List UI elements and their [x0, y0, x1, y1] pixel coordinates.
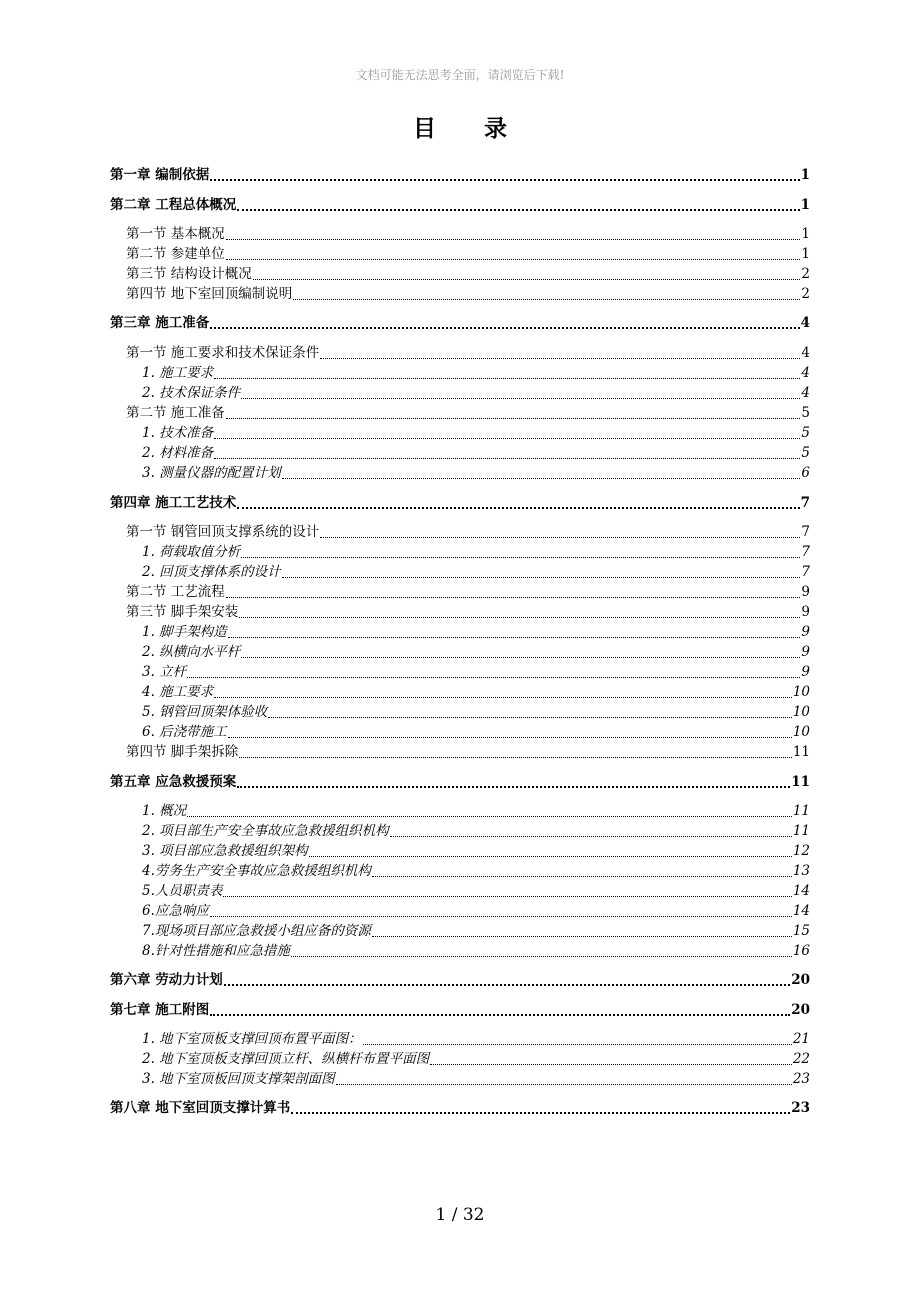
toc-entry-title: 3. 地下室顶板回顶支撑架剖面图 [142, 1071, 335, 1087]
toc-entry[interactable] [142, 942, 810, 960]
toc-dot-leader [187, 673, 800, 678]
toc-entry-title: 1. 概况 [142, 803, 187, 819]
toc-entry-page: 13 [792, 863, 810, 879]
toc-entry-page: 4 [801, 345, 810, 361]
toc-entry-title: 第七章 施工附图 [110, 1002, 210, 1018]
toc-entry-page: 1 [801, 246, 810, 262]
toc-entry-page: 9 [801, 644, 810, 660]
toc-entry-title: 第三节 结构设计概况 [126, 266, 252, 282]
toc-dot-leader [282, 573, 801, 578]
toc-entry-title: 第八章 地下室回顶支撑计算书 [110, 1100, 291, 1116]
toc-dot-leader [214, 454, 800, 459]
toc-dot-leader [214, 693, 792, 698]
toc-entry-page: 10 [792, 704, 810, 720]
toc-entry-page: 5 [801, 405, 810, 421]
toc-dot-leader [363, 1040, 792, 1045]
toc-entry[interactable] [126, 743, 810, 761]
toc-dot-leader [372, 872, 792, 877]
toc-entry-page: 4 [800, 315, 810, 331]
page-title: 目 录 [412, 115, 527, 142]
toc-entry[interactable] [110, 971, 810, 989]
toc-entry-page: 14 [792, 903, 810, 919]
toc-dot-leader [210, 323, 799, 329]
toc-entry-title: 第六章 劳动力计划 [110, 972, 223, 988]
toc-dot-leader [228, 733, 792, 738]
toc-entry[interactable] [126, 523, 810, 541]
toc-entry[interactable] [110, 1099, 810, 1117]
toc-entry[interactable] [142, 543, 810, 561]
toc-entry[interactable] [110, 494, 810, 512]
toc-entry-page: 5 [801, 445, 810, 461]
toc-entry-title: 第二节 施工准备 [126, 405, 225, 421]
page-number: 1 / 32 [435, 1205, 485, 1225]
toc-entry-title: 2. 技术保证条件 [142, 385, 241, 401]
toc-entry-page: 5 [801, 425, 810, 441]
toc-entry-page: 4 [801, 385, 810, 401]
toc-entry-page: 11 [792, 823, 810, 839]
toc-entry-title: 第二节 工艺流程 [126, 584, 225, 600]
toc-dot-leader [214, 434, 800, 439]
toc-entry[interactable] [110, 314, 810, 332]
toc-dot-leader [210, 175, 799, 181]
toc-dot-leader [226, 255, 801, 260]
toc-entry-title: 第二章 工程总体概况 [110, 197, 237, 213]
toc-dot-leader [223, 892, 791, 897]
toc-dot-leader [320, 354, 800, 359]
toc-entry-title: 7.现场项目部应急救援小组应备的资源 [142, 923, 371, 939]
toc-entry[interactable] [142, 723, 810, 741]
toc-entry-title: 第一章 编制依据 [110, 167, 210, 183]
toc-entry-page: 21 [792, 1031, 810, 1047]
toc-entry-title: 2. 回顶支撑体系的设计 [142, 564, 281, 580]
toc-entry-page: 1 [800, 197, 810, 213]
toc-entry-title: 第四章 施工工艺技术 [110, 495, 237, 511]
toc-dot-leader [372, 932, 792, 937]
toc-entry-title: 8.针对性措施和应急措施 [142, 943, 290, 959]
toc-entry[interactable] [110, 166, 810, 184]
toc-entry-title: 第二节 参建单位 [126, 246, 225, 262]
toc-entry[interactable] [126, 344, 810, 362]
toc-dot-leader [210, 1010, 790, 1016]
toc-entry-title: 3. 项目部应急救援组织架构 [142, 843, 308, 859]
toc-entry[interactable] [126, 583, 810, 601]
toc-entry[interactable] [142, 364, 810, 382]
toc-entry[interactable] [142, 703, 810, 721]
toc-entry[interactable] [142, 643, 810, 661]
toc-entry[interactable] [142, 1070, 810, 1088]
toc-entry-page: 7 [801, 564, 810, 580]
toc-dot-leader [390, 832, 792, 837]
toc-dot-leader [309, 852, 792, 857]
toc-entry-page: 7 [801, 524, 810, 540]
toc-entry[interactable] [126, 245, 810, 263]
toc-dot-leader [291, 952, 792, 957]
toc-entry-title: 1. 荷载取值分析 [142, 544, 241, 560]
toc-dot-leader [282, 474, 801, 479]
toc-entry-page: 2 [801, 266, 810, 282]
toc-entry-title: 6. 后浇带施工 [142, 724, 227, 740]
toc-dot-leader [239, 613, 800, 618]
toc-dot-leader [241, 553, 800, 558]
toc-dot-leader [336, 1080, 792, 1085]
toc-entry-page: 11 [791, 774, 810, 790]
toc-entry[interactable] [142, 842, 810, 860]
toc-entry-page: 9 [801, 584, 810, 600]
toc-entry[interactable] [142, 563, 810, 581]
toc-entry[interactable] [126, 603, 810, 621]
toc-dot-leader [291, 1108, 790, 1114]
toc-dot-leader [226, 593, 801, 598]
toc-entry-page: 1 [800, 167, 810, 183]
toc-entry[interactable] [142, 922, 810, 940]
toc-entry-page: 22 [792, 1051, 810, 1067]
toc-entry-title: 第三节 脚手架安装 [126, 604, 239, 620]
toc-entry-title: 4. 施工要求 [142, 684, 214, 700]
toc-entry-title: 第一节 施工要求和技术保证条件 [126, 345, 320, 361]
toc-dot-leader [239, 753, 792, 758]
toc-dot-leader [320, 533, 800, 538]
toc-entry[interactable] [110, 773, 810, 791]
toc-entry-title: 5.人员职责表 [142, 883, 223, 899]
toc-entry-title: 1. 脚手架构造 [142, 624, 227, 640]
toc-entry-title: 2. 项目部生产安全事故应急救援组织机构 [142, 823, 389, 839]
toc-entry[interactable] [126, 265, 810, 283]
toc-entry-page: 10 [792, 724, 810, 740]
toc-entry-page: 6 [801, 465, 810, 481]
toc-dot-leader [430, 1060, 792, 1065]
toc-entry-title: 第五章 应急救援预案 [110, 774, 237, 790]
toc-entry-page: 2 [801, 286, 810, 302]
toc-entry-title: 第四节 脚手架拆除 [126, 744, 239, 760]
toc-entry-page: 9 [801, 664, 810, 680]
toc-entry-page: 16 [792, 943, 810, 959]
toc-entry-title: 第三章 施工准备 [110, 315, 210, 331]
toc-entry-title: 6.应急响应 [142, 903, 209, 919]
toc-entry-page: 11 [792, 803, 810, 819]
toc-entry[interactable] [142, 623, 810, 641]
toc-entry[interactable] [142, 902, 810, 920]
toc-entry-page: 9 [801, 624, 810, 640]
toc-entry-page: 15 [792, 923, 810, 939]
toc-entry-title: 4.劳务生产安全事故应急救援组织机构 [142, 863, 371, 879]
toc-dot-leader [241, 394, 800, 399]
toc-entry-page: 20 [791, 1002, 810, 1018]
toc-dot-leader [268, 713, 792, 718]
toc-entry[interactable] [142, 384, 810, 402]
toc-dot-leader [293, 295, 800, 300]
toc-entry-title: 2. 材料准备 [142, 445, 214, 461]
toc-entry[interactable] [142, 1030, 810, 1048]
toc-entry-page: 10 [792, 684, 810, 700]
toc-entry-title: 第一节 基本概况 [126, 226, 225, 242]
toc-entry-title: 5. 钢管回顶架体验收 [142, 704, 268, 720]
toc-dot-leader [210, 912, 792, 917]
toc-entry[interactable] [126, 404, 810, 422]
toc-entry[interactable] [126, 285, 810, 303]
toc-entry-title: 1. 技术准备 [142, 425, 214, 441]
toc-entry-page: 4 [801, 365, 810, 381]
toc-entry-title: 3. 测量仪器的配置计划 [142, 465, 281, 481]
toc-entry-title: 3. 立杆 [142, 664, 187, 680]
toc-entry-page: 7 [801, 544, 810, 560]
toc-dot-leader [187, 812, 792, 817]
toc-dot-leader [224, 980, 791, 986]
toc-entry-page: 20 [791, 972, 810, 988]
toc-entry[interactable] [142, 424, 810, 442]
toc-entry[interactable] [126, 225, 810, 243]
toc-entry[interactable] [142, 683, 810, 701]
toc-entry-title: 2. 地下室顶板支撑回顶立杆、纵横杆布置平面图 [142, 1051, 430, 1067]
toc-entry-page: 7 [800, 495, 810, 511]
toc-entry-page: 9 [801, 604, 810, 620]
toc-entry[interactable] [110, 1001, 810, 1019]
toc-dot-leader [228, 633, 801, 638]
toc-entry-page: 12 [792, 843, 810, 859]
toc-entry-title: 2. 纵横向水平杆 [142, 644, 241, 660]
toc-entry-title: 第一节 钢管回顶支撑系统的设计 [126, 524, 320, 540]
toc-dot-leader [214, 374, 800, 379]
toc-dot-leader [226, 414, 801, 419]
toc-entry-page: 14 [792, 883, 810, 899]
toc-dot-leader [237, 205, 799, 211]
toc-dot-leader [237, 782, 790, 788]
watermark-text: 文档可能无法思考全面，请浏览后下载! [355, 68, 565, 82]
toc-entry-page: 1 [801, 226, 810, 242]
toc-entry[interactable] [142, 1050, 810, 1068]
toc-entry[interactable] [142, 862, 810, 880]
toc-entry[interactable] [142, 822, 810, 840]
toc-dot-leader [241, 653, 800, 658]
toc-dot-leader [253, 275, 801, 280]
toc-entry[interactable] [142, 464, 810, 482]
toc-entry-page: 23 [791, 1100, 810, 1116]
toc-entry-title: 1. 地下室顶板支撑回顶布置平面图： [142, 1031, 362, 1047]
toc-entry[interactable] [142, 882, 810, 900]
toc-entry-title: 1. 施工要求 [142, 365, 214, 381]
toc-entry[interactable] [142, 802, 810, 820]
toc-entry-page: 23 [792, 1071, 810, 1087]
toc-entry-title: 第四节 地下室回顶编制说明 [126, 286, 293, 302]
toc-entry-page: 11 [792, 744, 810, 760]
toc-entry[interactable] [142, 663, 810, 681]
toc-entry[interactable] [142, 444, 810, 462]
toc-dot-leader [237, 503, 799, 509]
toc-entry[interactable] [110, 196, 810, 214]
toc-dot-leader [226, 235, 801, 240]
